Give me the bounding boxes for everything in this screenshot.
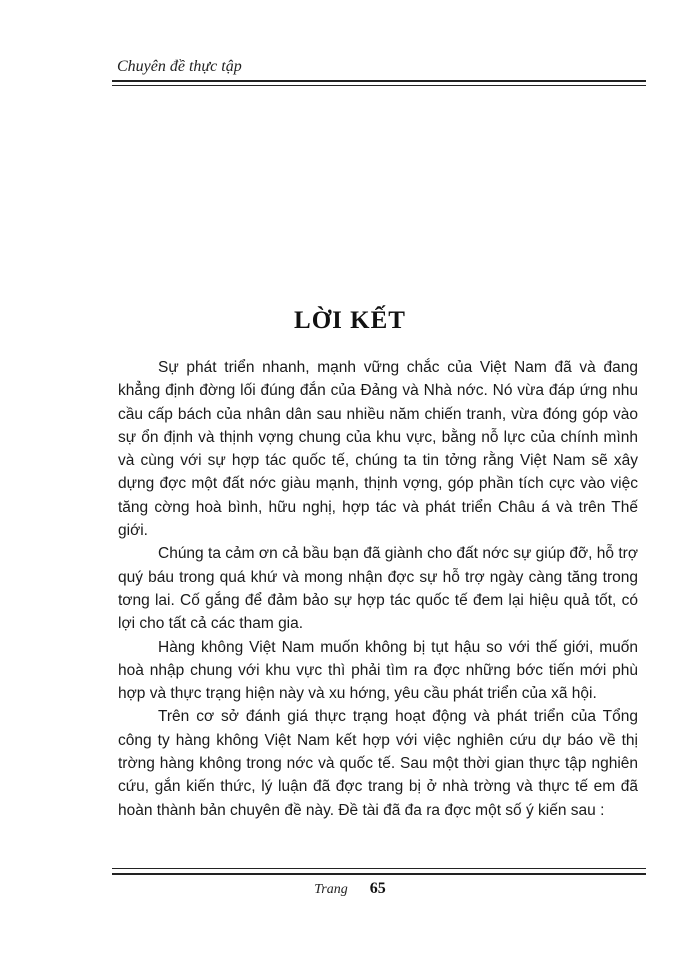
footer-rule-thick xyxy=(112,873,646,875)
footer-rule-thin xyxy=(112,868,646,869)
page-footer xyxy=(0,880,700,898)
header-title: Chuyên đề thực tập xyxy=(117,58,242,75)
footer-label: Trang xyxy=(314,882,348,897)
paragraph-4: Trên cơ sở đánh giá thực trạng hoạt động và phát triển của Tổng công ty hàng không Việt Nam kết hợp với việc nghiên cứu dự báo về thị trờng hàng không trong nớc và quốc tế. Sau một thời gian thực tập nghiên cứu, gắn kiến thức, lý luận đã đợc trang bị ở nhà trờng và thực tế em đã hoàn thành bản chuyên đề này. Đề tài đã đa ra đợc một số ý kiến sau : xyxy=(118,708,638,819)
body-text xyxy=(118,356,638,822)
header-rule-thick xyxy=(112,80,646,82)
header-rule-thin xyxy=(112,85,646,86)
paragraph-1: Sự phát triển nhanh, mạnh vững chắc của Việt Nam đã và đang khẳng định đờng lối đúng đắn của Đảng và Nhà nớc. Nó vừa đáp ứng nhu cầu cấp bách của nhân dân sau nhiều năm chiến tranh, vừa đóng góp vào sự ổn định và thịnh vợng chung của khu vực, bằng nỗ lực của chính mình và cùng với sự hợp tác quốc tế, chúng ta tin tởng rằng Việt Nam sẽ xây dựng đợc một đất nớc giàu mạnh, thịnh vợng, góp phần tích cực vào việc tăng cờng hoà bình, hữu nghị, hợp tác và phát triển Châu á và trên Thế giới. xyxy=(118,359,638,540)
page-heading: LỜI KẾT xyxy=(294,307,406,334)
paragraph-2: Chúng ta cảm ơn cả bầu bạn đã giành cho đất nớc sự giúp đỡ, hỗ trợ quý báu trong quá khứ và mong nhận đợc sự hỗ trợ ngày càng tăng trong tơng lai. Cố gắng để đảm bảo sự hợp tác quốc tế đem lại hiệu quả tốt, có lợi cho tất cả các tham gia. xyxy=(118,545,638,633)
paragraph-3: Hàng không Việt Nam muốn không bị tụt hậu so với thế giới, muốn hoà nhập chung với khu vực thì phải tìm ra đợc những bớc tiến mới phù hợp và thực trạng hiện này và xu hớng, yêu cầu phát triển của xã hội. xyxy=(118,638,638,703)
page-number: 65 xyxy=(369,880,386,897)
